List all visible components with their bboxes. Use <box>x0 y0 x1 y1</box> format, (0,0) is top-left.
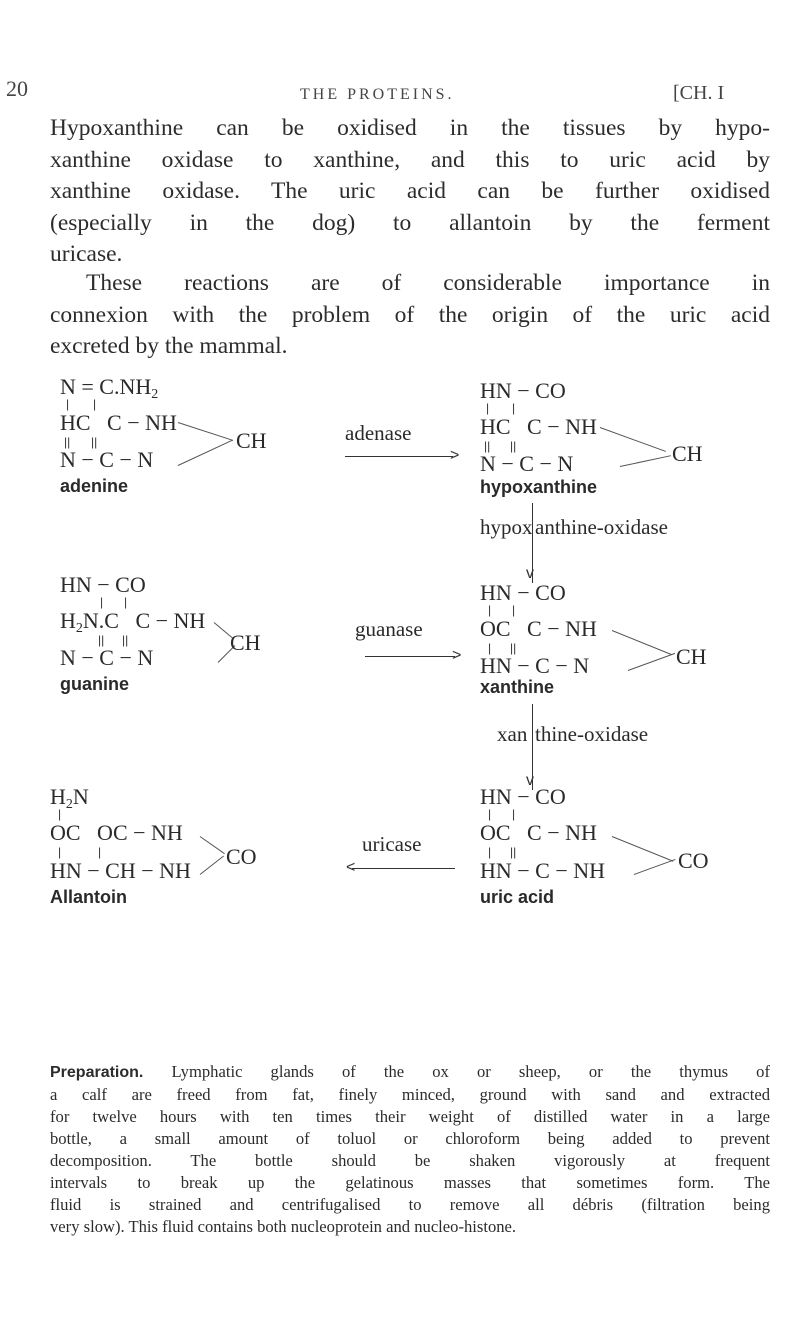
formula-row: N = C.NH <box>60 374 152 399</box>
formula-row: HC C − NH <box>60 410 177 435</box>
ring-end: CH <box>230 630 261 655</box>
bond-double: || <box>122 633 129 647</box>
bond-single: | <box>488 603 492 617</box>
bond-diagonal <box>178 422 233 441</box>
text-line: very slow). This fluid contains both nucleoprotein and nucleo-histone. <box>50 1217 517 1236</box>
bond-single: | <box>100 595 104 609</box>
text-line: xanthine oxidase to xanthine, and this to uric acid by <box>50 146 770 173</box>
text-line: intervals to break up the gelatinous masses that sometimes form. The <box>50 1173 770 1192</box>
bond-diagonal <box>178 440 233 466</box>
arrow-shaft <box>365 656 455 657</box>
formula-row: OC OC − NH <box>50 820 183 845</box>
ring-end: CH <box>676 644 707 669</box>
preparation-heading: Preparation. <box>50 1064 144 1081</box>
text-line: Lymphatic glands of the ox or sheep, or the thymus of <box>143 1062 770 1081</box>
bond-single: | <box>98 845 102 859</box>
bond-diagonal <box>620 455 671 467</box>
ring-end: CH <box>236 428 267 453</box>
subscript: 2 <box>151 387 159 402</box>
bond-double: || <box>510 641 517 655</box>
text-line: excreted by the mammal. <box>50 333 288 359</box>
arrow-head: > <box>450 447 460 464</box>
formula-row: N <box>72 784 89 809</box>
subscript: 2 <box>65 797 73 812</box>
formula-row: N − C − N <box>60 645 154 670</box>
bond-single: | <box>488 641 492 655</box>
bond-single: | <box>58 845 62 859</box>
chapter-reference: [CH. I <box>673 82 725 104</box>
enzyme-label: guanase <box>355 617 423 641</box>
formula-row: HN − CO <box>480 378 566 403</box>
formula-row: N − C − N <box>60 447 154 472</box>
formula-row: HN − CO <box>480 784 566 809</box>
arrow-head: v <box>526 565 534 582</box>
label-allantoin: Allantoin <box>50 887 127 907</box>
formula-row: HN − C − NH <box>480 858 606 883</box>
paragraph-preparation <box>50 1061 770 1238</box>
text-line: fluid is strained and centrifugalised to remove all débris (filtration being <box>50 1195 770 1214</box>
arrow-head: > <box>452 647 462 664</box>
formula-row: HN − CH − NH <box>50 858 191 883</box>
formula-row: N − C − N <box>480 451 574 476</box>
bond-diagonal <box>612 630 672 655</box>
label-guanine: guanine <box>60 674 130 694</box>
text-line: connexion with the problem of the origin of the uric acid <box>50 301 770 328</box>
bond-diagonal <box>628 653 675 671</box>
label-adenine: adenine <box>60 476 129 496</box>
text-line: xanthine oxidase. The uric acid can be further oxidised <box>50 178 770 204</box>
bond-double: || <box>510 439 517 453</box>
formula-row: HN − C − N <box>480 653 590 678</box>
bond-single: | <box>488 807 492 821</box>
bond-double: || <box>91 435 98 449</box>
bond-double: || <box>484 439 491 453</box>
bond-single: | <box>512 603 516 617</box>
ring-end: CH <box>672 441 703 466</box>
label-hypoxanthine: hypoxanthine <box>480 477 598 497</box>
label-xanthine: xanthine <box>480 677 555 697</box>
bond-double: || <box>510 845 517 859</box>
arrow-shaft <box>352 868 455 869</box>
bond-diagonal <box>612 836 674 862</box>
text-line: Hypoxanthine can be oxidised in the tissues by hypo- <box>50 115 770 141</box>
text-line: (especially in the dog) to allantoin by the ferment <box>50 209 770 236</box>
enzyme-label-right: anthine-oxidase <box>535 515 668 539</box>
page-number: 20 <box>6 76 28 101</box>
formula-row: OC C − NH <box>480 616 597 641</box>
text-line: These reactions are of considerable importance in <box>86 270 770 296</box>
bond-single: | <box>486 401 490 415</box>
enzyme-label-left: xan <box>497 722 528 746</box>
formula-row: HN − CO <box>60 572 146 597</box>
label-uric-acid: uric acid <box>480 887 555 907</box>
formula-row: HC C − NH <box>480 414 597 439</box>
formula-row: N.C C − NH <box>82 608 206 633</box>
formula-row: H <box>50 784 66 809</box>
text-line: uricase. <box>50 241 123 267</box>
bond-double: || <box>98 633 105 647</box>
bond-single: | <box>512 401 516 415</box>
bond-diagonal <box>200 856 224 875</box>
text-line: decomposition. The bottle should be shaken vigorously at frequent <box>50 1151 770 1170</box>
formula-row: H <box>60 608 76 633</box>
enzyme-label: uricase <box>362 832 422 856</box>
ring-end: CO <box>226 844 257 869</box>
running-head: THE PROTEINS. <box>300 86 455 103</box>
arrow-head: < <box>346 859 356 876</box>
paragraph-oxidation <box>50 113 770 271</box>
enzyme-label-right: thine-oxidase <box>535 722 649 746</box>
bond-diagonal <box>634 859 676 875</box>
arrow-shaft <box>345 456 453 457</box>
bond-single: | <box>488 845 492 859</box>
bond-single: | <box>93 397 97 411</box>
formula-row: OC C − NH <box>480 820 597 845</box>
bond-single: | <box>124 595 128 609</box>
arrow-head: v <box>526 772 534 789</box>
bond-single: | <box>512 807 516 821</box>
ring-end: CO <box>678 848 709 873</box>
paragraph-importance <box>50 268 770 363</box>
formula-row: HN − CO <box>480 580 566 605</box>
enzyme-label: adenase <box>345 421 412 445</box>
text-line: bottle, a small amount of toluol or chloroform being added to prevent <box>50 1129 770 1148</box>
subscript: 2 <box>75 621 83 636</box>
bond-single: | <box>66 397 70 411</box>
bond-diagonal <box>200 836 225 854</box>
text-line: a calf are freed from fat, finely minced, ground with sand and extracted <box>50 1085 770 1104</box>
text-line: for twelve hours with ten times their weight of distilled water in a large <box>50 1107 770 1126</box>
enzyme-label-left: hypox <box>480 515 533 539</box>
bond-diagonal <box>600 427 666 452</box>
bond-single: | <box>58 807 62 821</box>
bond-double: || <box>64 435 71 449</box>
